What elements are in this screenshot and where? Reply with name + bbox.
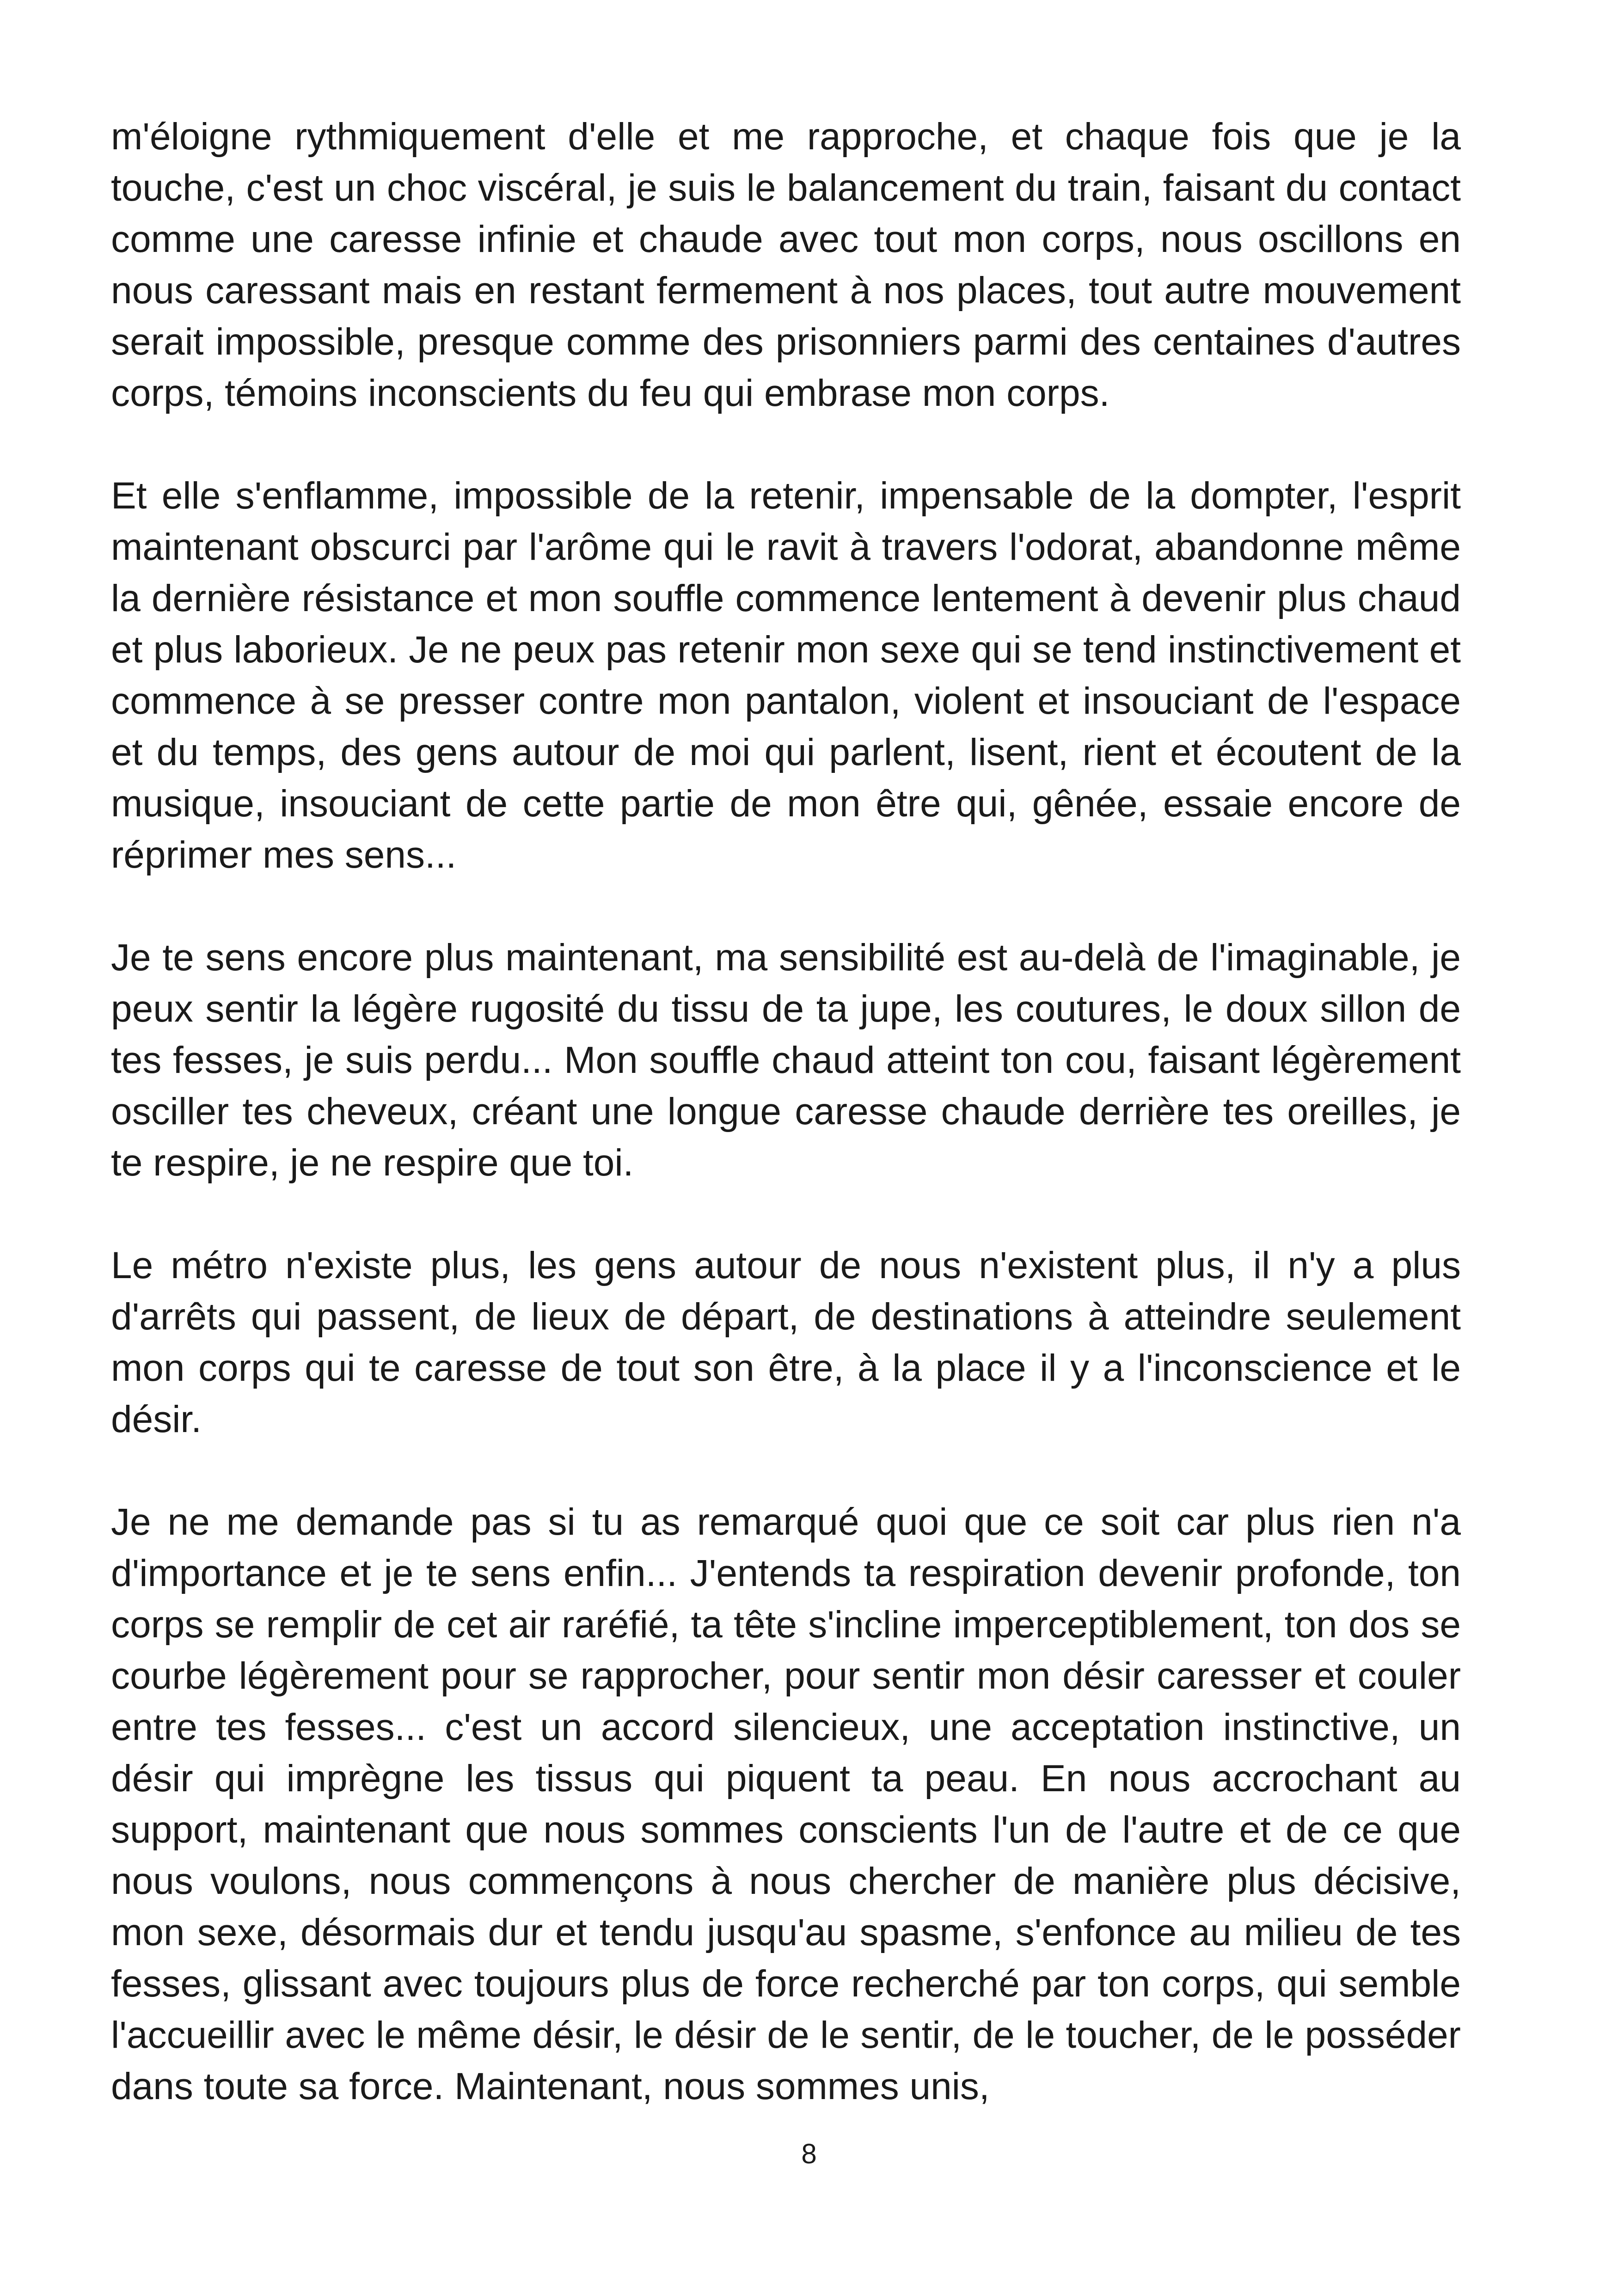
body-text [111,111,1461,2112]
paragraph: Le métro n'existe plus, les gens autour de nous n'existent plus, il n'y a plus d'arrêts qui passent, de lieux de départ, de destinations à atteindre seulement mon corps qui te caresse de tout son être, à la place il y a l'inconscience et le désir. [111,1244,1461,1440]
paragraph: Je ne me demande pas si tu as remarqué quoi que ce soit car plus rien n'a d'importance et je te sens enfin... J'entends ta respiration devenir profonde, ton corps se remplir de cet air raréfié, ta tête s'incline imperceptiblement, ton dos se courbe légèrement pour se rapprocher, pour sentir mon désir caresser et couler entre tes fesses... c'est un accord silencieux, une acceptation instinctive, un désir qui imprègne les tissus qui piquent ta peau. En nous accrochant au support, maintenant que nous sommes conscients l'un de l'autre et de ce que nous voulons, nous commençons à nous chercher de manière plus décisive, mon sexe, désormais dur et tendu jusqu'au spasme, s'enfonce au milieu de tes fesses, glissant avec toujours plus de force recherché par ton corps, qui semble l'accueillir avec le même désir, le désir de le sentir, de le toucher, de le posséder dans toute sa force. Maintenant, nous sommes unis, [111,1501,1461,2107]
paragraph: Et elle s'enflamme, impossible de la retenir, impensable de la dompter, l'esprit maintenant obscurci par l'arôme qui le ravit à travers l'odorat, abandonne même la dernière résistance et mon souffle commence lentement à devenir plus chaud et plus laborieux. Je ne peux pas retenir mon sexe qui se tend instinctivement et commence à se presser contre mon pantalon, violent et insouciant de l'espace et du temps, des gens autour de moi qui parlent, lisent, rient et écoutent de la musique, insouciant de cette partie de mon être qui, gênée, essaie encore de réprimer mes sens... [111,475,1461,876]
paragraph: Je te sens encore plus maintenant, ma sensibilité est au-delà de l'imaginable, je peux sentir la légère rugosité du tissu de ta jupe, les coutures, le doux sillon de tes fesses, je suis perdu... Mon souffle chaud atteint ton cou, faisant légèrement osciller tes cheveux, créant une longue caresse chaude derrière tes oreilles, je te respire, je ne respire que toi. [111,937,1461,1184]
page-number: 8 [801,2138,817,2169]
paragraph: m'éloigne rythmiquement d'elle et me rapproche, et chaque fois que je la touche, c'est un choc viscéral, je suis le balancement du train, faisant du contact comme une caresse infinie et chaude avec tout mon corps, nous oscillons en nous caressant mais en restant fermement à nos places, tout autre mouvement serait impossible, presque comme des prisonniers parmi des centaines d'autres corps, témoins inconscients du feu qui embrase mon corps. [111,116,1461,414]
